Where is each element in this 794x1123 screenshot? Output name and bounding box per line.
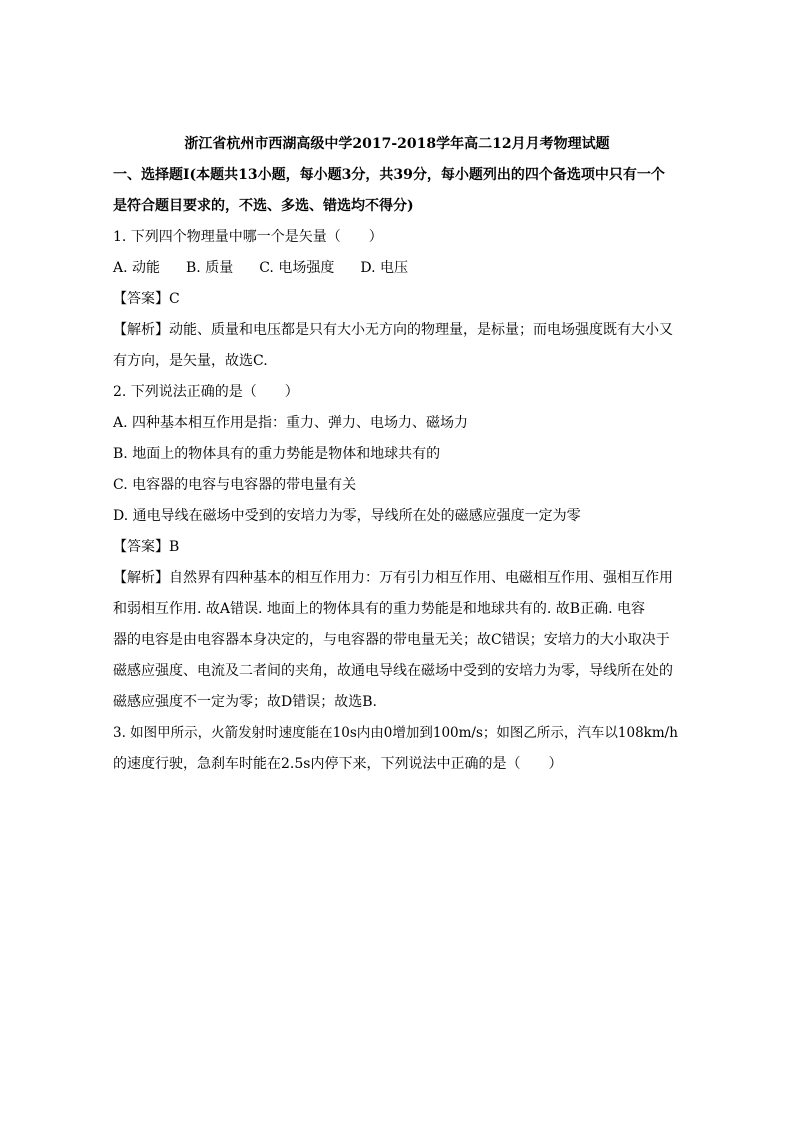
question-2-analysis-line-4: 磁感应强度、电流及二者间的夹角，故通电导线在磁场中受到的安培力为零，导线所在处的 [113, 663, 673, 679]
question-1-option-c: C. 电场强度 [259, 260, 335, 276]
section-heading-line-2: 是符合题目要求的，不选、多选、错选均不得分) [113, 198, 414, 214]
question-1-analysis-line-2: 有方向，是矢量，故选C. [113, 353, 268, 369]
question-1-option-d: D. 电压 [360, 260, 408, 276]
question-2-analysis-line-5: 磁感应强度不一定为零；故D错误；故选B. [113, 694, 377, 710]
question-2-option-b: B. 地面上的物体具有的重力势能是物体和地球共有的 [113, 446, 441, 462]
question-2-analysis-line-2: 和弱相互作用. 故A错误. 地面上的物体具有的重力势能是和地球共有的. 故B正确. 电容 [113, 601, 645, 617]
question-2-analysis-line-1: 【解析】自然界有四种基本的相互作用力：万有引力相互作用、电磁相互作用、强相互作用 [113, 570, 673, 586]
question-1-option-b: B. 质量 [186, 260, 234, 276]
document-title: 浙江省杭州市西湖高级中学2017-2018学年高二12月月考物理试题 [184, 136, 610, 152]
question-2-option-a: A. 四种基本相互作用是指：重力、弹力、电场力、磁场力 [113, 415, 469, 431]
section-heading-line-1: 一、选择题Ⅰ(本题共13小题，每小题3分，共39分，每小题列出的四个备选项中只有一个 [113, 167, 665, 183]
question-1-options [113, 258, 408, 278]
question-1-option-a: A. 动能 [113, 260, 161, 276]
question-2-answer: 【答案】B [113, 539, 180, 555]
question-3-stem-line-2: 的速度行驶，急刹车时能在2.5s内停下来，下列说法中正确的是（ ） [113, 756, 563, 772]
question-2-option-d: D. 通电导线在磁场中受到的安培力为零，导线所在处的磁感应强度一定为零 [113, 508, 581, 524]
question-3-stem-line-1: 3. 如图甲所示，火箭发射时速度能在10s内由0增加到100m/s；如图乙所示，汽车以108km/h [113, 725, 678, 741]
question-2-analysis-line-3: 器的电容是由电容器本身决定的，与电容器的带电量无关；故C错误；安培力的大小取决于 [113, 632, 670, 648]
question-1-answer: 【答案】C [113, 291, 180, 307]
question-2-option-c: C. 电容器的电容与电容器的带电量有关 [113, 477, 357, 493]
question-2-stem: 2. 下列说法正确的是（ ） [113, 384, 299, 400]
question-1-stem: 1. 下列四个物理量中哪一个是矢量（ ） [113, 229, 383, 245]
question-1-analysis-line-1: 【解析】动能、质量和电压都是只有大小无方向的物理量，是标量；而电场强度既有大小又 [113, 322, 673, 338]
